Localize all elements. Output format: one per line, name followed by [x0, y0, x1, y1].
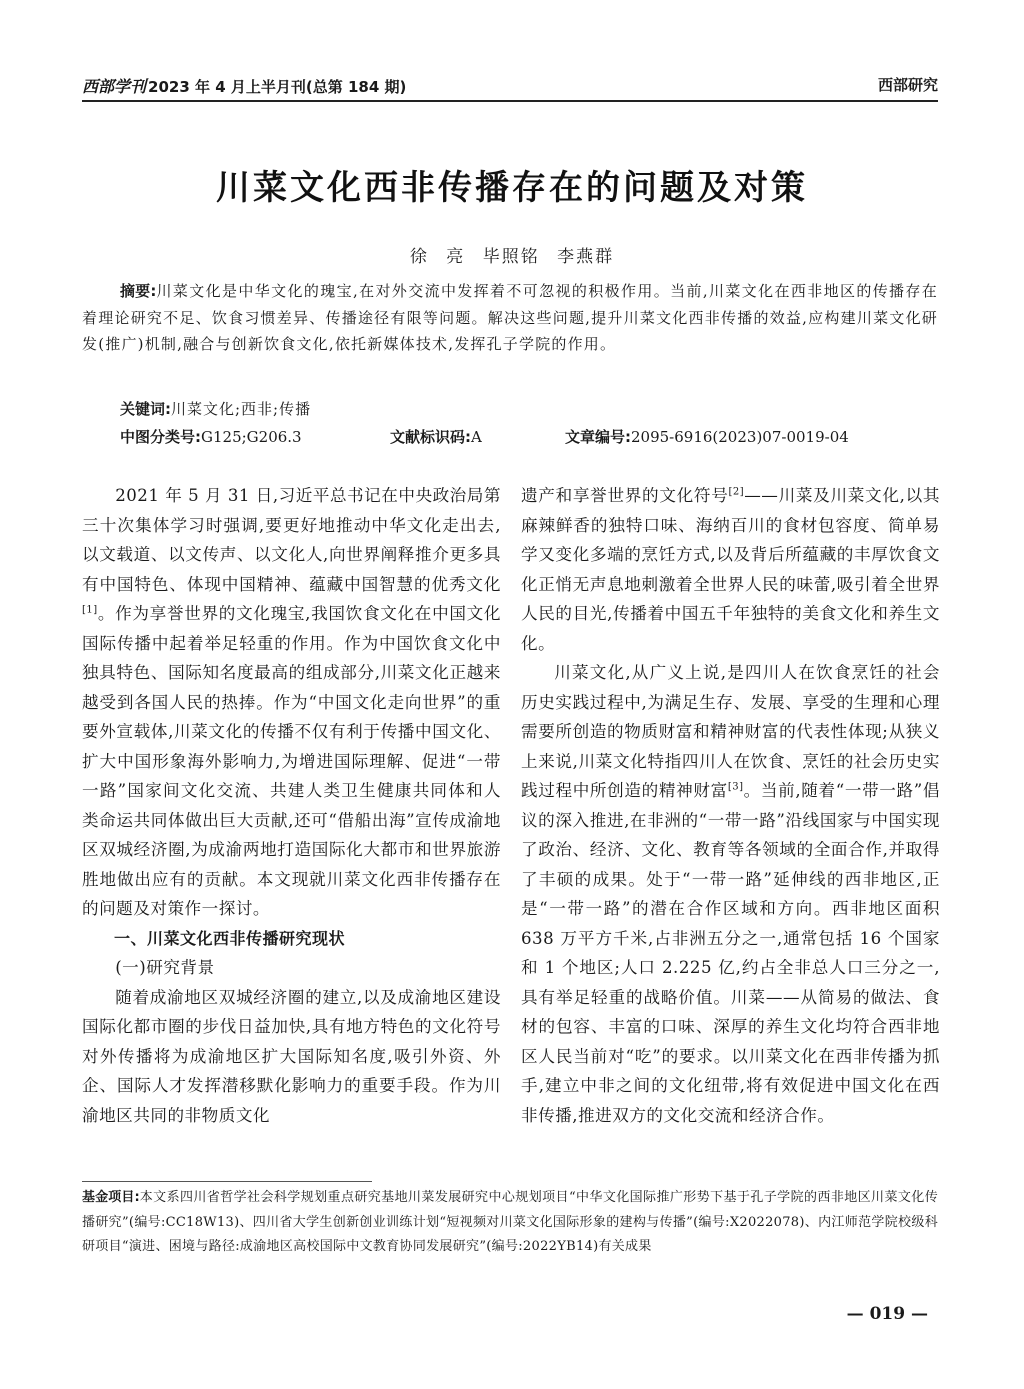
paragraph-text: 2021 年 5 月 31 日,习近平总书记在中央政治局第三十次集体学习时强调,要更好地推动中华文化走出去,以文载道、以文传声、以文化人,向世界阐释推介更多具有中国特色、体现中国精神、蕴藏中国智慧的优秀文化 — [82, 486, 501, 594]
footnote-divider — [82, 1181, 372, 1182]
journal-issue — [82, 74, 406, 97]
body-column-right — [521, 481, 940, 1130]
running-header — [82, 70, 938, 102]
doc-label: 文献标识码: — [390, 428, 471, 446]
page-number: — 019 — — [846, 1304, 928, 1324]
paragraph-text: 川菜文化,从广义上说,是四川人在饮食烹饪的社会历史实践过程中,为满足生存、发展、享受的生理和心理需要所创造的物质财富和精神财富的代表性体现;从狭义上来说,川菜文化特指四川人在饮食、烹饪的社会历史实践过程中所创造的精神财富 — [521, 663, 940, 800]
article-label: 文章编号: — [565, 428, 631, 446]
funding-label: 基金项目: — [82, 1190, 140, 1205]
article-value: 2095-6916(2023)07-0019-04 — [631, 428, 849, 446]
section-name: 西部研究 — [877, 76, 938, 94]
paragraph-text: ——川菜及川菜文化,以其麻辣鲜香的独特口味、海纳百川的食材包容度、简单易学又变化多端的烹饪方式,以及背后所蕴藏的丰厚饮食文化正悄无声息地刺激着全世界人民的味蕾,吸引着全世界人民的目光,传播着中国五千年独特的美食文化和养生文化。 — [521, 486, 941, 653]
subsection-heading: (一)研究背景 — [115, 958, 215, 977]
journal-logo: 西部学刊 — [82, 77, 147, 96]
citation-ref: [2] — [728, 486, 745, 498]
authors: 徐 亮 毕照铭 李燕群 — [409, 247, 615, 267]
abstract — [82, 278, 938, 358]
abstract-label: 摘要: — [120, 282, 157, 300]
paragraph — [82, 481, 501, 924]
clc-code — [120, 426, 302, 447]
doc-value: A — [471, 428, 482, 446]
doc-code — [390, 426, 482, 447]
article-number — [565, 426, 849, 447]
paragraph-text: 。当前,随着“一带一路”倡议的深入推进,在非洲的“一带一路”沿线国家与中国实现了政治、经济、文化、教育等各领域的全面合作,并取得了丰硕的成果。处于“一带一路”延伸线的西非地区,正是“一带一路”的潜在合作区域和方向。西非地区面积 638 万平方千米,占非洲五分之一,通常包括 16 个国家和 1 个地区;人口 2.225 亿,约占全非总人口三分之一,具有举足轻重的战略价值。川菜——从简易的做法、食材的包容、丰富的口味、深厚的养生文化均符合西非地区人民当前对“吃”的要求。以川菜文化在西非传播为抓手,建立中非之间的文化纽带,将有效促进中国文化在西非传播,推进双方的文化交流和经济合作。 — [521, 781, 940, 1125]
paragraph: 随着成渝地区双城经济圈的建立,以及成渝地区建设国际化都市圈的步伐日益加快,具有地方特色的文化符号对外传播将为成渝地区扩大国际知名度,吸引外资、外企、国际人才发挥潜移默化影响力的重要手段。作为川渝地区共同的非物质文化 — [82, 987, 501, 1125]
keywords-text: 川菜文化;西非;传播 — [171, 400, 312, 418]
keywords — [120, 398, 311, 419]
section-heading: 一、川菜文化西非传播研究现状 — [114, 928, 346, 948]
funding-text: 本文系四川省哲学社会科学规划重点研究基地川菜发展研究中心规划项目“中华文化国际推广形势下基于孔子学院的西非地区川菜文化传播研究”(编号:CC18W13)、四川省大学生创新创业训练计划“短视频对川菜文化国际形象的建构与传播”(编号:X2022078)、内江师范学院校级科研项目“演进、困境与路径:成渝地区高校国际中文教育协同发展研究”(编号:2022YB14)有关成果 — [82, 1190, 938, 1254]
paragraph-text: 。作为享誉世界的文化瑰宝,我国饮食文化在中国文化国际传播中起着举足轻重的作用。作为中国饮食文化中独具特色、国际知名度最高的组成部分,川菜文化正越来越受到各国人民的热捧。作为“中国文化走向世界”的重要外宣载体,川菜文化的传播不仅有利于传播中国文化、扩大中国形象海外影响力,为增进国际理解、促进“一带一路”国家间文化交流、共建人类卫生健康共同体和人类命运共同体做出巨大贡献,还可“借船出海”宣传成渝地区双城经济圈,为成渝两地打造国际化大都市和世界旅游胜地做出应有的贡献。本文现就川菜文化西非传播存在的问题及对策作一探讨。 — [82, 604, 501, 918]
paragraph-text: 遗产和享誉世界的文化符号 — [521, 486, 729, 505]
abstract-text: 川菜文化是中华文化的瑰宝,在对外交流中发挥着不可忽视的积极作用。当前,川菜文化在西非地区的传播存在着理论研究不足、饮食习惯差异、传播途径有限等问题。解决这些问题,提升川菜文化西非传播的效益,应构建川菜文化研发(推广)机制,融合与创新饮食文化,依托新媒体技术,发挥孔子学院的作用。 — [82, 282, 939, 353]
keywords-label: 关键词: — [120, 400, 171, 418]
article-title: 川菜文化西非传播存在的问题及对策 — [216, 168, 808, 208]
clc-label: 中图分类号: — [120, 428, 201, 446]
issue-info: 2023 年 4 月上半月刊(总第 184 期) — [148, 78, 407, 96]
clc-value: G125;G206.3 — [201, 428, 302, 446]
citation-ref: [3] — [727, 781, 744, 793]
citation-ref: [1] — [82, 604, 98, 616]
paragraph — [521, 658, 940, 1130]
body-column-left — [82, 481, 501, 1130]
paragraph — [521, 481, 940, 658]
funding-note — [82, 1186, 938, 1260]
